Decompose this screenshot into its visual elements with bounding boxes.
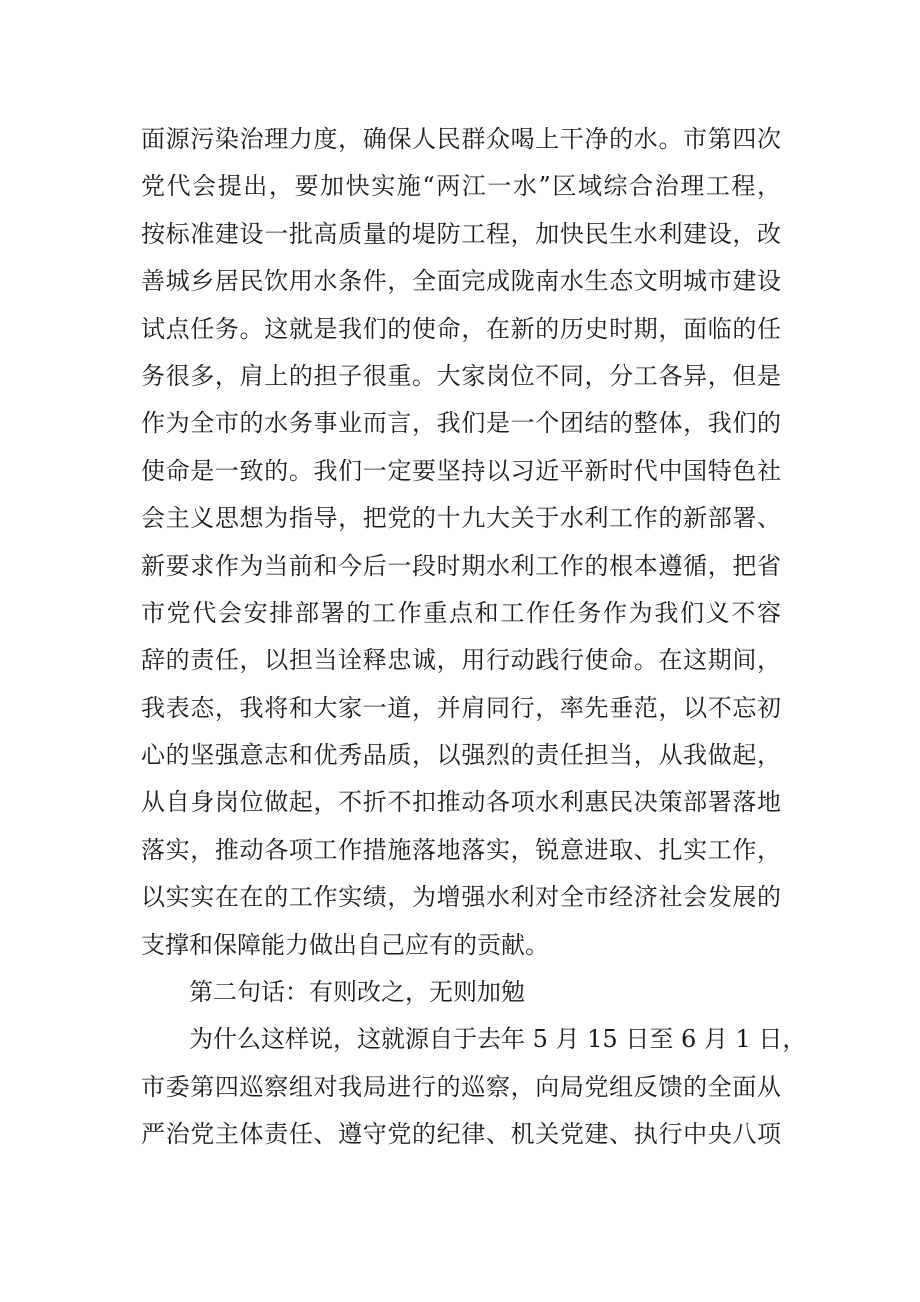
text-line: 务很多，肩上的担子很重。大家岗位不同，分工各异，但是 [141, 361, 781, 390]
text-line: 辞的责任，以担当诠释忠诚，用行动践行使命。在这期间， [141, 646, 781, 675]
text-line: 市委第四巡察组对我局进行的巡察，向局党组反馈的全面从 [141, 1072, 781, 1101]
text-line: 党代会提出，要加快实施“两江一水”区域综合治理工程， [141, 172, 781, 201]
text-line: 新要求作为当前和今后一段时期水利工作的根本遵循，把省 [141, 551, 781, 580]
text-line: 试点任务。这就是我们的使命，在新的历史时期，面临的任 [141, 314, 781, 343]
text-line: 落实，推动各项工作措施落地落实，锐意进取、扎实工作， [141, 835, 781, 864]
text-line: 使命是一致的。我们一定要坚持以习近平新时代中国特色社 [141, 456, 781, 485]
text-line: 会主义思想为指导，把党的十九大关于水利工作的新部署、 [141, 504, 781, 533]
text-line: 严治党主体责任、遵守党的纪律、机关党建、执行中央八项 [141, 1120, 781, 1149]
text-line: 我表态，我将和大家一道，并肩同行，率先垂范，以不忘初 [141, 693, 781, 722]
paragraph-first-line: 为什么这样说，这就源自于去年 5 月 15 日至 6 月 1 日， [189, 1025, 807, 1054]
paragraph-end-line: 支撑和保障能力做出自己应有的贡献。 [141, 930, 549, 959]
text-line: 善城乡居民饮用水条件，全面完成陇南水生态文明城市建设 [141, 267, 781, 296]
section-heading: 第二句话：有则改之，无则加勉 [189, 978, 525, 1007]
text-line: 作为全市的水务事业而言，我们是一个团结的整体，我们的 [141, 409, 781, 438]
body-text [141, 116, 807, 1159]
text-line: 以实实在在的工作实绩，为增强水利对全市经济社会发展的 [141, 883, 781, 912]
text-line: 按标准建设一批高质量的堤防工程，加快民生水利建设，改 [141, 219, 781, 248]
text-line: 心的坚强意志和优秀品质，以强烈的责任担当，从我做起， [141, 741, 781, 770]
text-line: 市党代会安排部署的工作重点和工作任务作为我们义不容 [141, 598, 781, 627]
text-line: 从自身岗位做起，不折不扣推动各项水利惠民决策部署落地 [141, 788, 781, 817]
text-line: 面源污染治理力度，确保人民群众喝上干净的水。市第四次 [141, 125, 781, 153]
